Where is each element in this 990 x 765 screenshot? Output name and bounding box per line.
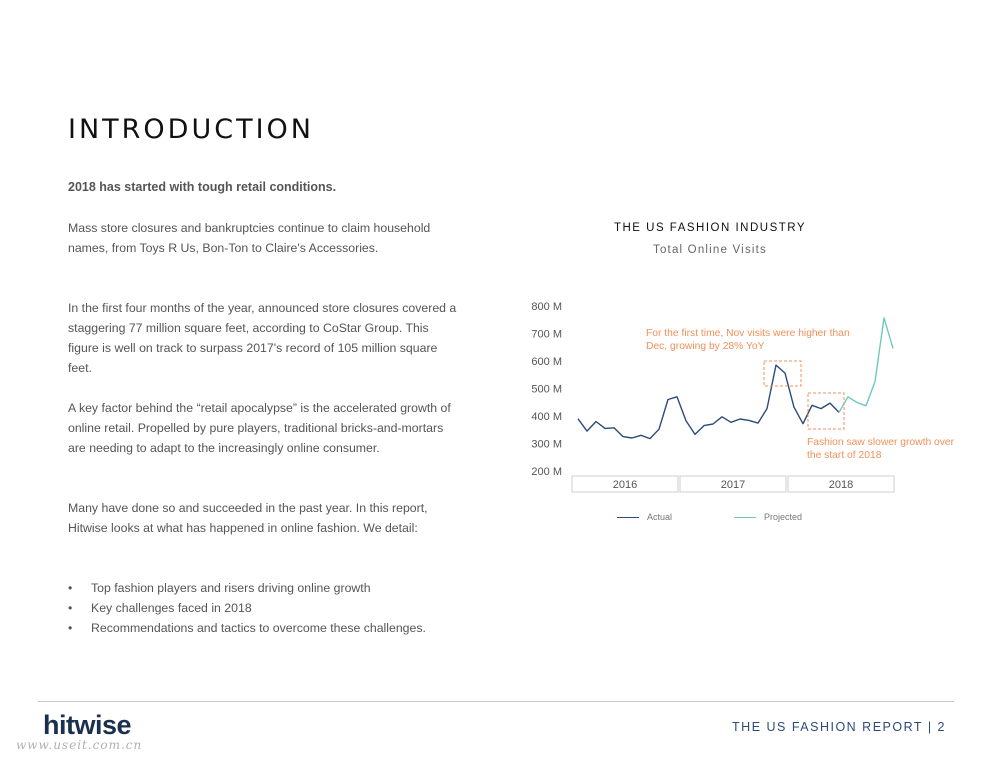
legend-projected-label: Projected (764, 512, 803, 522)
page-title: INTRODUCTION (68, 114, 314, 145)
footer-separator: | (927, 720, 933, 734)
year-label: 2018 (828, 479, 854, 491)
footer-divider (38, 701, 954, 702)
intro-paragraph-1: Mass store closures and bankruptcies continue to claim household names, from Toys R Us, Bon-Ton to Claire's Accessories. (68, 221, 431, 255)
annotation-nov-visits: For the first time, Nov visits were higher than Dec, growing by 28% YoY (646, 328, 850, 352)
annotation-slower-growth: Fashion saw slower growth over the start of 2018 (807, 437, 955, 461)
y-tick-label: 400 M (531, 411, 562, 423)
list-item: • Key challenges faced in 2018 (68, 598, 458, 618)
legend-actual (617, 512, 672, 522)
legend-actual-swatch (617, 517, 639, 518)
y-axis (531, 301, 562, 478)
lead-sentence: 2018 has started with tough retail conditions. (68, 180, 337, 194)
intro-paragraph-2: In the first four months of the year, announced store closures covered a staggering 77 million square feet, according to CoStar Group. This figure is well on track to surpass 2017's record of 105 million square feet. (68, 301, 457, 375)
y-tick-label: 700 M (531, 328, 562, 341)
legend-projected-swatch (734, 517, 756, 518)
report-name: THE US FASHION REPORT (732, 720, 923, 734)
intro-paragraph-4: Many have done so and succeeded in the past year. In this report, Hitwise looks at what has happened in online fashion. We detail: (68, 501, 428, 535)
footer-report-label (732, 720, 946, 734)
y-tick-label: 600 M (531, 356, 562, 368)
list-item: • Recommendations and tactics to overcome these challenges. (68, 618, 458, 638)
intro-paragraph-3: A key factor behind the “retail apocalypse” is the accelerated growth of online retail. Propelled by pure players, traditional bricks-and-mortars are needing to adapt to the increasingly online consumer. (68, 401, 451, 455)
y-tick-label: 200 M (531, 466, 562, 478)
hitwise-logo: hitwise (43, 710, 132, 740)
page-number: 2 (937, 720, 946, 734)
y-tick-label: 800 M (531, 301, 562, 313)
chart-subtitle: Total Online Visits (653, 244, 767, 256)
chart-title: THE US FASHION INDUSTRY (613, 222, 807, 234)
y-tick-label: 300 M (531, 438, 562, 451)
watermark: www.useit.com.cn (16, 738, 143, 752)
list-item: • Top fashion players and risers driving online growth (68, 578, 458, 598)
series-line-actual (578, 365, 839, 439)
nov-highlight-box (764, 361, 801, 386)
year-axis (572, 476, 894, 492)
legend-actual-label: Actual (647, 512, 673, 522)
y-tick-label: 500 M (531, 383, 562, 396)
year-label: 2017 (720, 479, 746, 491)
legend-projected (734, 512, 802, 522)
year-label: 2016 (612, 479, 638, 491)
